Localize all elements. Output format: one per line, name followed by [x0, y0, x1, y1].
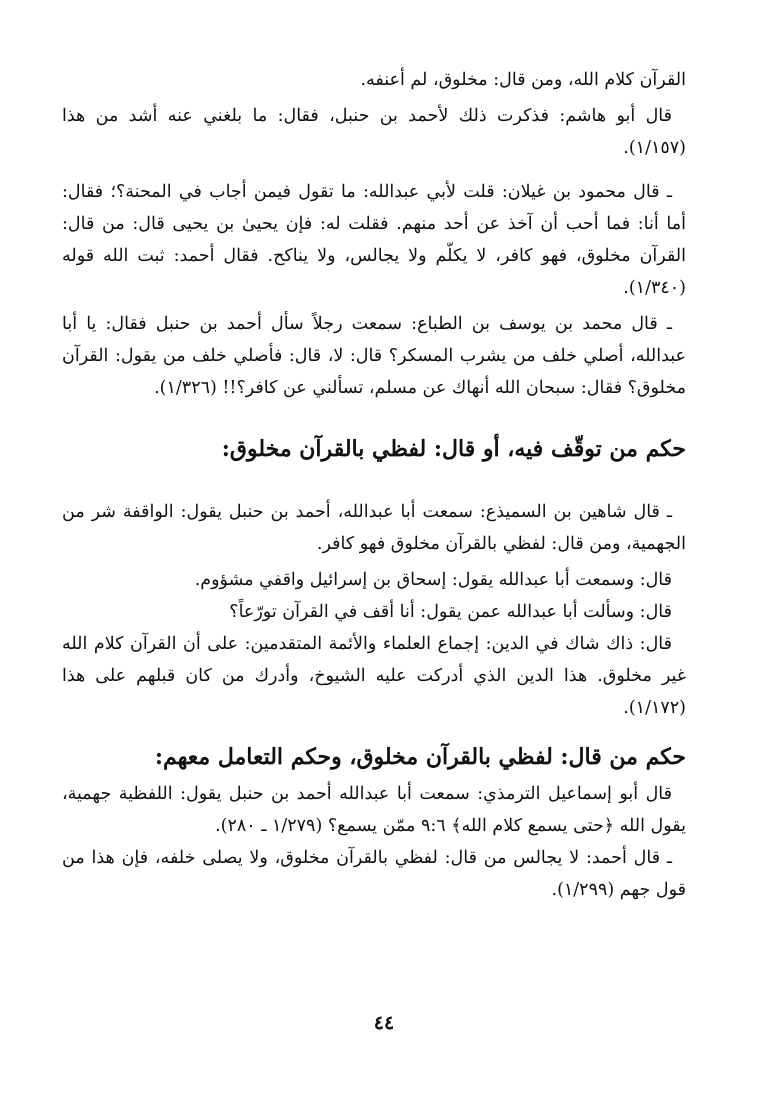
paragraph-ishaq-ibn-israil: قال: وسمعت أبا عبدالله يقول: إسحاق بن إسرائيل واقفي مشؤوم.: [194, 570, 672, 590]
section-heading-waqifa: حكم من توقّف فيه، أو قال: لفظي بالقرآن مخلوق:: [221, 436, 686, 462]
paragraph-abu-hashim: قال أبو هاشم: فذكرت ذلك لأحمد بن حنبل، فقال: ما بلغني عنه أشد من هذا (١/١٥٧).: [62, 106, 686, 158]
paragraph-ibn-al-tabba: ـ قال محمد بن يوسف بن الطباع: سمعت رجلاً سأل أحمد بن حنبل فقال: يا أبا عبدالله، أصلي خلف من يشرب المسكر؟ قال: لا، قال: فأصلي خلف من يقول: القرآن مخلوق؟ فقال: سبحان الله أنهاك عن مسلم، تسألني عن كافر؟!! (١/٣٢٦).: [62, 314, 686, 398]
paragraph-abu-ismail-al-tirmidhi: قال أبو إسماعيل الترمذي: سمعت أبا عبدالله أحمد بن حنبل يقول: اللفظية جهمية، يقول الله ﴿حتى يسمع كلام الله﴾ ٩:٦ ممّن يسمع؟ (١/٢٧٩ ـ ٢٨٠).: [62, 784, 686, 836]
paragraph-ijma: قال: ذاك شاك في الدين: إجماع العلماء والأئمة المتقدمين: على أن القرآن كلام الله غير مخلوق. هذا الدين الذي أدركت عليه الشيوخ، وأدرك من كان قبلهم على هذا (١/١٧٢).: [62, 634, 686, 718]
document-page: [62, 64, 686, 906]
paragraph-question-tawarru: قال: وسألت أبا عبدالله عمن يقول: أنا أقف في القرآن تورّعاً؟: [229, 602, 672, 622]
paragraph-shahin-ibn-al-sumaydha: ـ قال شاهين بن السميذع: سمعت أبا عبدالله، أحمد بن حنبل يقول: الواقفة شر من الجهمية، ومن قال: لفظي بالقرآن مخلوق فهو كافر.: [62, 502, 686, 554]
paragraph-ahmad-no-sitting: ـ قال أحمد: لا يجالس من قال: لفظي بالقرآن مخلوق، ولا يصلى خلفه، فإن هذا من قول جهم (١/٢٩٩).: [62, 848, 686, 900]
paragraph-quran-statement: القرآن كلام الله، ومن قال: مخلوق، لم أعنفه.: [360, 70, 686, 90]
section-heading-lafziyya: حكم من قال: لفظي بالقرآن مخلوق، وحكم التعامل معهم:: [154, 744, 686, 770]
paragraph-mahmud-ibn-ghaylan: ـ قال محمود بن غيلان: قلت لأبي عبدالله: ما تقول فيمن أجاب في المحنة؟؛ فقال: أما أنا: فما أحب أن آخذ عن أحد منهم. فقلت له: فإن يحيىٰ بن يحيى قال: من قال: القرآن مخلوق، فهو كافر، لا يكلّم ولا يجالس، ولا يناكح. فقال أحمد: ثبت الله قوله (١/٣٤٠).: [62, 182, 686, 298]
page-number: ٤٤: [373, 1012, 395, 1034]
